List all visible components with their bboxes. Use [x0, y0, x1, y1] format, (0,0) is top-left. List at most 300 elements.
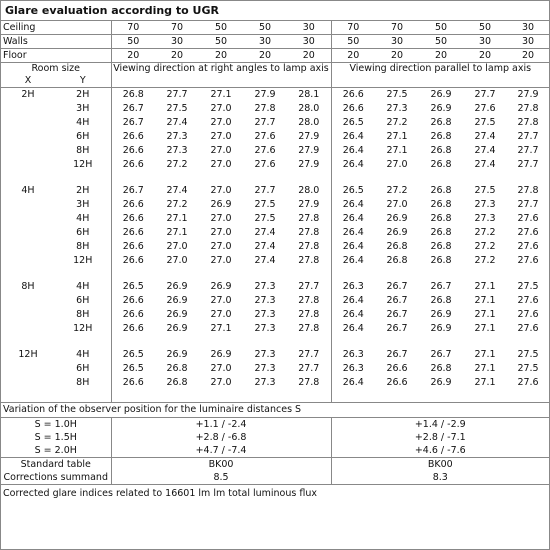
- ugr-value: 27.3: [254, 309, 276, 320]
- room-y: 6H: [55, 294, 111, 308]
- variation-parallel: +4.6 / -7.6: [331, 444, 549, 458]
- ugr-value: 27.8: [517, 185, 539, 196]
- room-x: [1, 144, 55, 158]
- ugr-value: 27.0: [386, 159, 408, 170]
- reflectance-value: 50: [331, 35, 375, 49]
- ugr-value: 26.8: [430, 227, 452, 238]
- variation-right: +4.7 / -7.4: [111, 444, 331, 458]
- ugr-value: 26.8: [430, 131, 452, 142]
- ugr-value: 27.7: [474, 89, 496, 100]
- ugr-value: 26.5: [342, 185, 364, 196]
- ugr-value: 27.5: [474, 185, 496, 196]
- ugr-value: 26.7: [386, 281, 408, 292]
- reflectance-value: 20: [199, 49, 243, 63]
- ugr-data-row: [1, 212, 549, 226]
- variation-parallel: +1.4 / -2.9: [414, 419, 466, 430]
- ugr-value: 26.9: [386, 227, 408, 238]
- ugr-value: 26.8: [386, 255, 408, 266]
- ugr-value: 26.9: [166, 323, 188, 334]
- spacing-label: S = 2.0H: [1, 444, 111, 458]
- ugr-value: 27.8: [517, 117, 539, 128]
- ugr-value: 26.5: [342, 117, 364, 128]
- ugr-value: 27.9: [254, 89, 276, 100]
- reflectance-label: Floor: [1, 49, 111, 63]
- reflectance-value: 20: [463, 49, 507, 63]
- ugr-value: 27.8: [287, 308, 331, 322]
- ugr-value: 26.4: [342, 145, 364, 156]
- ugr-value: 27.0: [210, 185, 232, 196]
- ugr-value: 27.0: [210, 131, 232, 142]
- ugr-value: 27.0: [166, 241, 188, 252]
- ugr-value: 27.5: [386, 89, 408, 100]
- reflectance-value: 70: [155, 21, 199, 35]
- ugr-value: 27.6: [517, 309, 539, 320]
- ugr-value: 26.6: [122, 255, 144, 266]
- room-x: [1, 116, 55, 130]
- room-size-label: Room size: [1, 63, 111, 76]
- ugr-value: 26.9: [166, 349, 188, 360]
- ugr-value: 26.9: [430, 309, 452, 320]
- room-y: 4H: [55, 348, 111, 362]
- ugr-value: 26.6: [122, 323, 144, 334]
- ugr-data-row: [1, 144, 549, 158]
- ugr-value: 27.4: [474, 159, 496, 170]
- reflectance-value: 20: [287, 49, 331, 63]
- ugr-value: 26.7: [386, 323, 408, 334]
- reflectance-value: 30: [507, 21, 549, 35]
- ugr-value: 26.9: [430, 103, 452, 114]
- reflectance-value: 20: [507, 49, 549, 63]
- room-x: [1, 254, 55, 268]
- ugr-value: 26.3: [342, 349, 364, 360]
- room-y: 6H: [55, 362, 111, 376]
- ugr-value: 26.4: [342, 213, 364, 224]
- room-x: [1, 158, 55, 172]
- ugr-value: 27.1: [474, 323, 496, 334]
- ugr-value: 27.5: [517, 281, 539, 292]
- reflectance-value: 20: [243, 49, 287, 63]
- ugr-value: 27.4: [474, 145, 496, 156]
- ugr-value: 27.0: [210, 103, 232, 114]
- reflectance-value: 70: [331, 21, 375, 35]
- ugr-value: 27.5: [166, 103, 188, 114]
- report-title: Glare evaluation according to UGR: [1, 1, 549, 21]
- ugr-value: 26.7: [430, 281, 452, 292]
- ugr-value: 28.0: [287, 102, 331, 116]
- ugr-value: 26.8: [430, 213, 452, 224]
- ugr-value: 27.9: [287, 198, 331, 212]
- ugr-value: 27.3: [254, 323, 276, 334]
- room-y: 12H: [55, 254, 111, 268]
- ugr-value: 27.5: [254, 213, 276, 224]
- room-y: 4H: [55, 212, 111, 226]
- ugr-value: 27.0: [210, 145, 232, 156]
- group-spacer: [1, 172, 549, 184]
- ugr-value: 27.9: [287, 158, 331, 172]
- y-label: Y: [55, 75, 111, 88]
- ugr-value: 27.8: [287, 376, 331, 390]
- ugr-value: 27.7: [287, 348, 331, 362]
- ugr-value: 28.0: [287, 116, 331, 130]
- ugr-value: 26.4: [342, 227, 364, 238]
- ugr-value: 27.8: [287, 240, 331, 254]
- ugr-value: 26.6: [122, 145, 144, 156]
- ugr-value: 27.7: [254, 117, 276, 128]
- ugr-data-row: [1, 184, 549, 198]
- ugr-value: 26.9: [430, 323, 452, 334]
- ugr-value: 27.8: [287, 212, 331, 226]
- ugr-value: 26.7: [386, 295, 408, 306]
- ugr-value: 27.3: [166, 145, 188, 156]
- variation-row: [1, 418, 549, 432]
- ugr-value: 27.1: [474, 295, 496, 306]
- ugr-value: 27.4: [254, 255, 276, 266]
- reflectance-value: 20: [419, 49, 463, 63]
- ugr-value: 27.3: [254, 349, 276, 360]
- room-x: [1, 130, 55, 144]
- reflectance-value: 50: [419, 35, 463, 49]
- ugr-value: 27.8: [287, 322, 331, 336]
- reflectance-value: 30: [243, 35, 287, 49]
- ugr-data-row: [1, 294, 549, 308]
- ugr-data-row: [1, 198, 549, 212]
- ugr-value: 26.7: [386, 349, 408, 360]
- ugr-data-row: [1, 362, 549, 376]
- ugr-value: 26.6: [122, 309, 144, 320]
- ugr-value: 27.6: [517, 213, 539, 224]
- ugr-value: 27.1: [166, 227, 188, 238]
- ugr-value: 27.4: [166, 117, 188, 128]
- corrections-label: Corrections summand: [1, 471, 111, 485]
- ugr-value: 26.8: [430, 241, 452, 252]
- ugr-value: 26.9: [386, 213, 408, 224]
- corrections-parallel: 8.3: [331, 471, 549, 485]
- ugr-value: 26.7: [122, 103, 144, 114]
- ugr-value: 27.9: [287, 130, 331, 144]
- ugr-value: 27.5: [254, 199, 276, 210]
- ugr-value: 26.9: [210, 281, 232, 292]
- room-x: [1, 308, 55, 322]
- ugr-value: 27.0: [210, 363, 232, 374]
- room-x: [1, 102, 55, 116]
- spacing-label: S = 1.0H: [1, 418, 111, 432]
- ugr-value: 27.6: [517, 295, 539, 306]
- ugr-value: 26.6: [122, 131, 144, 142]
- variation-right: +1.1 / -2.4: [111, 418, 331, 432]
- ugr-value: 26.4: [342, 295, 364, 306]
- ugr-value: 27.7: [517, 199, 539, 210]
- reflectance-label: Walls: [1, 35, 111, 49]
- ugr-value: 26.4: [342, 309, 364, 320]
- ugr-data-row: [1, 348, 549, 362]
- room-x: 12H: [18, 349, 38, 360]
- ugr-value: 28.1: [287, 88, 331, 103]
- reflectance-row: [1, 49, 549, 63]
- ugr-value: 27.7: [517, 145, 539, 156]
- ugr-value: 27.0: [210, 255, 232, 266]
- ugr-value: 27.4: [166, 185, 188, 196]
- ugr-value: 27.8: [287, 254, 331, 268]
- reflectance-value: 20: [155, 49, 199, 63]
- ugr-value: 26.8: [430, 255, 452, 266]
- ugr-value: 27.0: [210, 377, 232, 388]
- ugr-value: 26.7: [386, 309, 408, 320]
- ugr-value: 27.5: [517, 363, 539, 374]
- room-x: 8H: [21, 281, 35, 292]
- ugr-value: 26.6: [122, 377, 144, 388]
- reflectance-value: 30: [287, 35, 331, 49]
- ugr-value: 27.3: [386, 103, 408, 114]
- reflectance-value: 30: [507, 35, 549, 49]
- variation-header: [1, 403, 549, 418]
- ugr-value: 26.6: [386, 377, 408, 388]
- ugr-value: 27.1: [386, 131, 408, 142]
- group-spacer: [1, 268, 549, 280]
- standard-table-right: BK00: [111, 458, 331, 472]
- ugr-value: 26.4: [342, 241, 364, 252]
- ugr-table: [1, 21, 549, 485]
- reflectance-value: 50: [199, 35, 243, 49]
- variation-right: +2.8 / -6.8: [111, 431, 331, 444]
- ugr-value: 27.8: [517, 103, 539, 114]
- ugr-value: 26.8: [166, 363, 188, 374]
- ugr-value: 26.4: [342, 377, 364, 388]
- ugr-value: 27.3: [166, 131, 188, 142]
- empty-cell: [111, 390, 331, 403]
- ugr-value: 27.3: [474, 213, 496, 224]
- reflectance-row: [1, 21, 549, 35]
- xy-header: [1, 75, 549, 88]
- ugr-value: 26.3: [342, 281, 364, 292]
- ugr-value: 26.4: [342, 323, 364, 334]
- room-y: 8H: [55, 144, 111, 158]
- room-y: 12H: [55, 158, 111, 172]
- ugr-value: 27.1: [474, 349, 496, 360]
- ugr-value: 26.9: [430, 377, 452, 388]
- ugr-value: 26.5: [122, 363, 144, 374]
- group-spacer: [1, 336, 549, 348]
- ugr-value: 27.2: [166, 199, 188, 210]
- ugr-value: 27.7: [517, 159, 539, 170]
- ugr-value: 27.3: [254, 295, 276, 306]
- reflectance-value: 70: [111, 21, 155, 35]
- ugr-value: 26.6: [122, 227, 144, 238]
- ugr-value: 26.8: [430, 185, 452, 196]
- ugr-value: 27.1: [210, 323, 232, 334]
- ugr-data-row: [1, 102, 549, 116]
- ugr-value: 27.3: [474, 199, 496, 210]
- ugr-value: 26.8: [430, 159, 452, 170]
- ugr-value: 27.6: [254, 145, 276, 156]
- standard-table-parallel: BK00: [427, 459, 453, 470]
- ugr-value: 27.6: [517, 323, 539, 334]
- ugr-data-row: [1, 88, 549, 103]
- ugr-value: 27.7: [254, 185, 276, 196]
- variation-label: Variation of the observer position for the luminaire distances S: [1, 403, 549, 418]
- corrections-row: [1, 471, 549, 485]
- ugr-value: 27.0: [210, 295, 232, 306]
- ugr-value: 27.6: [517, 241, 539, 252]
- ugr-value: 27.3: [254, 281, 276, 292]
- room-x: [1, 322, 55, 336]
- empty-cell: [111, 268, 331, 280]
- room-x: [1, 362, 55, 376]
- ugr-value: 27.1: [210, 89, 232, 100]
- ugr-value: 26.4: [342, 159, 364, 170]
- empty-cell: [331, 390, 549, 403]
- ugr-data-row: [1, 376, 549, 390]
- ugr-data-row: [1, 254, 549, 268]
- reflectance-value: 30: [155, 35, 199, 49]
- ugr-value: 27.4: [254, 241, 276, 252]
- room-x: [1, 212, 55, 226]
- room-x: [1, 226, 55, 240]
- ugr-value: 26.5: [122, 281, 144, 292]
- room-y: 8H: [55, 376, 111, 390]
- ugr-value: 26.6: [122, 159, 144, 170]
- reflectance-value: 50: [111, 35, 155, 49]
- reflectance-value: 20: [375, 49, 419, 63]
- room-size-header: [1, 63, 549, 76]
- empty-cell: [1, 336, 111, 348]
- view-right-angles-heading: Viewing direction at right angles to lamp axis: [111, 63, 331, 76]
- ugr-value: 27.0: [166, 255, 188, 266]
- standard-table-row: [1, 458, 549, 472]
- x-label: X: [1, 75, 55, 88]
- ugr-value: 26.9: [430, 89, 452, 100]
- variation-parallel: +2.8 / -7.1: [414, 432, 466, 443]
- reflectance-value: 30: [463, 35, 507, 49]
- ugr-value: 26.8: [430, 295, 452, 306]
- ugr-value: 27.4: [474, 131, 496, 142]
- ugr-value: 27.8: [287, 226, 331, 240]
- ugr-value: 26.9: [166, 281, 188, 292]
- ugr-value: 26.8: [386, 241, 408, 252]
- ugr-value: 27.2: [386, 117, 408, 128]
- room-y: 6H: [55, 130, 111, 144]
- empty-cell: [331, 172, 549, 184]
- ugr-data-row: [1, 226, 549, 240]
- ugr-value: 27.6: [517, 227, 539, 238]
- ugr-value: 27.7: [517, 131, 539, 142]
- ugr-value: 27.1: [386, 145, 408, 156]
- empty-cell: [331, 75, 549, 88]
- ugr-data-row: [1, 158, 549, 172]
- ugr-value: 27.9: [517, 89, 539, 100]
- empty-cell: [1, 172, 111, 184]
- reflectance-label: Ceiling: [1, 21, 111, 35]
- reflectance-row: [1, 35, 549, 49]
- ugr-value: 26.6: [122, 213, 144, 224]
- ugr-data-row: [1, 116, 549, 130]
- ugr-value: 28.0: [287, 184, 331, 198]
- reflectance-value: 30: [375, 35, 419, 49]
- ugr-value: 27.6: [254, 131, 276, 142]
- ugr-value: 27.2: [474, 241, 496, 252]
- room-y: 2H: [55, 88, 111, 103]
- spacing-label: S = 1.5H: [1, 431, 111, 444]
- ugr-value: 27.2: [474, 227, 496, 238]
- ugr-data-row: [1, 308, 549, 322]
- empty-cell: [111, 75, 331, 88]
- ugr-value: 26.8: [430, 199, 452, 210]
- room-y: 6H: [55, 226, 111, 240]
- ugr-data-row: [1, 280, 549, 294]
- ugr-value: 27.0: [210, 159, 232, 170]
- ugr-value: 26.6: [122, 241, 144, 252]
- reflectance-value: 30: [287, 21, 331, 35]
- room-y: 4H: [55, 280, 111, 294]
- ugr-value: 27.1: [474, 309, 496, 320]
- ugr-value: 26.4: [342, 199, 364, 210]
- reflectance-value: 20: [331, 49, 375, 63]
- ugr-value: 26.8: [430, 145, 452, 156]
- footnote: Corrected glare indices related to 16601 lm lm total luminous flux: [3, 488, 317, 499]
- ugr-value: 27.6: [517, 377, 539, 388]
- ugr-value: 26.6: [122, 199, 144, 210]
- variation-row: [1, 431, 549, 444]
- ugr-value: 27.2: [474, 255, 496, 266]
- reflectance-value: 20: [111, 49, 155, 63]
- empty-cell: [1, 268, 111, 280]
- room-y: 8H: [55, 308, 111, 322]
- reflectance-value: 50: [243, 21, 287, 35]
- ugr-value: 27.3: [254, 377, 276, 388]
- ugr-value: 27.7: [287, 362, 331, 376]
- room-y: 8H: [55, 240, 111, 254]
- ugr-value: 26.3: [342, 363, 364, 374]
- ugr-value: 27.2: [166, 159, 188, 170]
- ugr-value: 27.0: [386, 199, 408, 210]
- ugr-value: 27.8: [287, 294, 331, 308]
- corrections-right: 8.5: [111, 471, 331, 485]
- room-y: 2H: [55, 184, 111, 198]
- ugr-value: 26.6: [342, 103, 364, 114]
- room-y: 3H: [55, 102, 111, 116]
- ugr-value: 27.6: [474, 103, 496, 114]
- view-parallel-heading: Viewing direction parallel to lamp axis: [349, 63, 532, 74]
- room-x: 2H: [21, 89, 35, 100]
- empty-cell: [111, 336, 331, 348]
- ugr-data-row: [1, 322, 549, 336]
- ugr-value: 27.9: [287, 144, 331, 158]
- ugr-value: 26.8: [122, 89, 144, 100]
- ugr-value: 27.0: [210, 241, 232, 252]
- ugr-value: 26.6: [122, 295, 144, 306]
- ugr-value: 27.1: [474, 281, 496, 292]
- ugr-value: 26.9: [166, 309, 188, 320]
- ugr-value: 27.0: [210, 309, 232, 320]
- room-x: [1, 294, 55, 308]
- ugr-value: 26.8: [430, 117, 452, 128]
- ugr-value: 27.7: [166, 89, 188, 100]
- room-y: 12H: [55, 322, 111, 336]
- ugr-value: 26.7: [430, 349, 452, 360]
- empty-cell: [111, 172, 331, 184]
- ugr-value: 27.1: [474, 363, 496, 374]
- room-y: 4H: [55, 116, 111, 130]
- empty-cell: [1, 390, 111, 403]
- ugr-value: 26.7: [122, 185, 144, 196]
- reflectance-value: 50: [419, 21, 463, 35]
- ugr-value: 27.1: [474, 377, 496, 388]
- ugr-value: 27.3: [254, 363, 276, 374]
- empty-cell: [331, 268, 549, 280]
- group-spacer: [1, 390, 549, 403]
- ugr-value: 26.5: [122, 349, 144, 360]
- ugr-value: 27.4: [254, 227, 276, 238]
- reflectance-value: 50: [199, 21, 243, 35]
